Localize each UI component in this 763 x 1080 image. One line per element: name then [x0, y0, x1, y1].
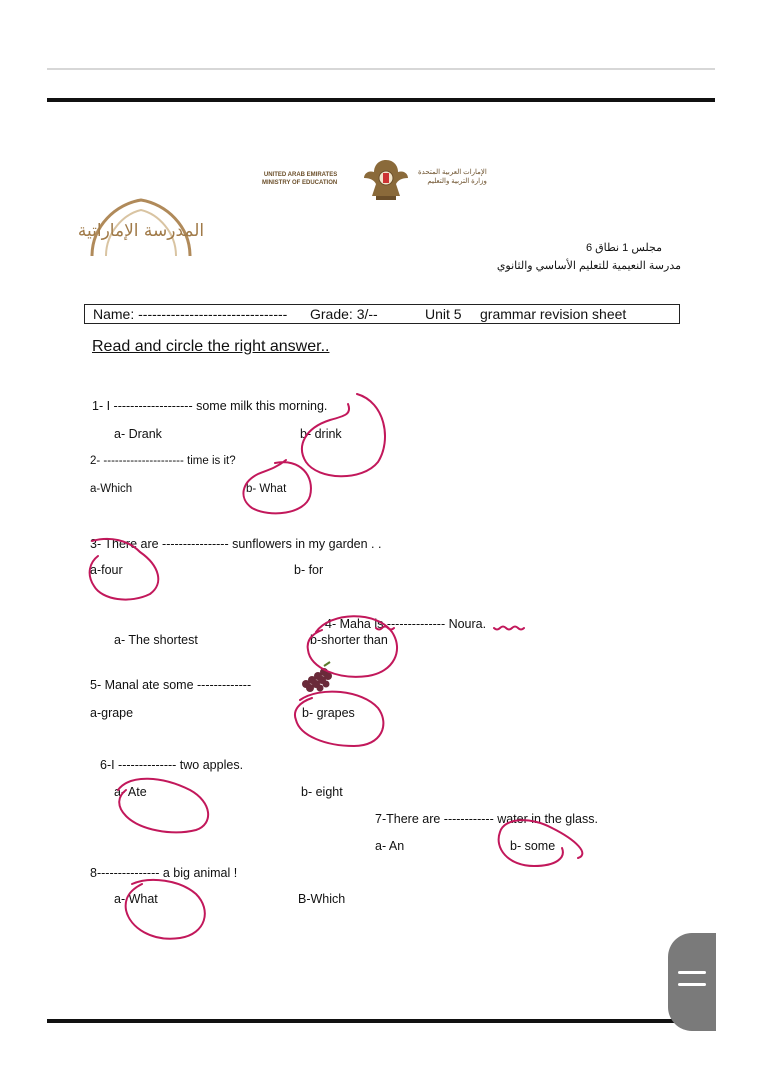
grade-field: Grade: 3/--	[310, 306, 378, 322]
q1-option-a: a- Drank	[114, 427, 162, 441]
school-logo-text: المدرسة الإماراتية	[77, 221, 205, 241]
q6-option-a: a- Ate	[114, 785, 147, 799]
school-line: مدرسة النعيمية للتعليم الأساسي والثانوي	[496, 260, 681, 272]
ministry-en-line1: UNITED ARAB EMIRATES	[263, 172, 338, 178]
circle-q6-answer	[118, 779, 208, 833]
q8-option-b: B-Which	[298, 892, 346, 906]
q3-option-a: a-four	[90, 563, 123, 577]
question-2: 2- --------------------- time is it?	[90, 455, 236, 467]
question-5: 5- Manal ate some -------------	[90, 678, 252, 692]
q1-option-b: b- drink	[300, 427, 342, 441]
circle-q3-answer	[90, 539, 159, 600]
sheet-title: grammar revision sheet	[480, 306, 627, 322]
ministry-ar-line1: الإمارات العربية المتحدة	[418, 169, 487, 176]
q5-option-a: a-grape	[90, 706, 134, 720]
q7-option-b: b- some	[510, 839, 556, 853]
circle-q1-answer	[302, 394, 385, 476]
circle-q5-answer	[295, 692, 383, 746]
q8-option-a: a- What	[114, 892, 158, 906]
unit-label: Unit 5	[425, 306, 462, 322]
underline-maha	[376, 627, 394, 630]
question-1: 1- I ------------------- some milk this morning.	[92, 399, 328, 413]
name-field: Name: --------------------------------	[93, 306, 288, 322]
scroll-handle[interactable]	[668, 933, 716, 1031]
question-6: 6-I -------------- two apples.	[100, 758, 244, 772]
handle-grip-bottom	[678, 983, 706, 986]
q3-option-b: b- for	[294, 563, 324, 577]
underline-noura	[494, 627, 524, 630]
circle-q2-answer	[243, 460, 311, 513]
q6-option-b: b- eight	[301, 785, 343, 799]
q7-option-a: a- An	[375, 839, 405, 853]
question-8: 8--------------- a big animal !	[90, 866, 238, 880]
q4-option-b: b-shorter than	[310, 633, 388, 647]
ministry-ar-line2: وزارة التربية والتعليم	[427, 178, 487, 185]
q4-option-a: a- The shortest	[114, 633, 198, 647]
question-7: 7-There are ------------ water in the glass.	[375, 812, 598, 826]
instruction-heading: Read and circle the right answer..	[92, 338, 330, 355]
page-bottom-rule	[47, 1019, 715, 1023]
ministry-en-line2: MINISTRY OF EDUCATION	[262, 180, 338, 186]
circle-q4-answer	[308, 616, 397, 677]
q2-option-b: b- What	[246, 483, 287, 495]
question-3: 3- There are ---------------- sunflowers in my garden . .	[90, 537, 382, 551]
circle-q8-answer	[126, 880, 205, 939]
q2-option-a: a-Which	[90, 483, 133, 495]
handle-grip-top	[678, 971, 706, 974]
q5-option-b: b- grapes	[302, 706, 355, 720]
council-line: مجلس 1 نطاق 6	[585, 242, 662, 254]
question-4: 4- Maha is -------------- Noura.	[325, 617, 487, 631]
circle-q7-answer	[499, 820, 583, 866]
